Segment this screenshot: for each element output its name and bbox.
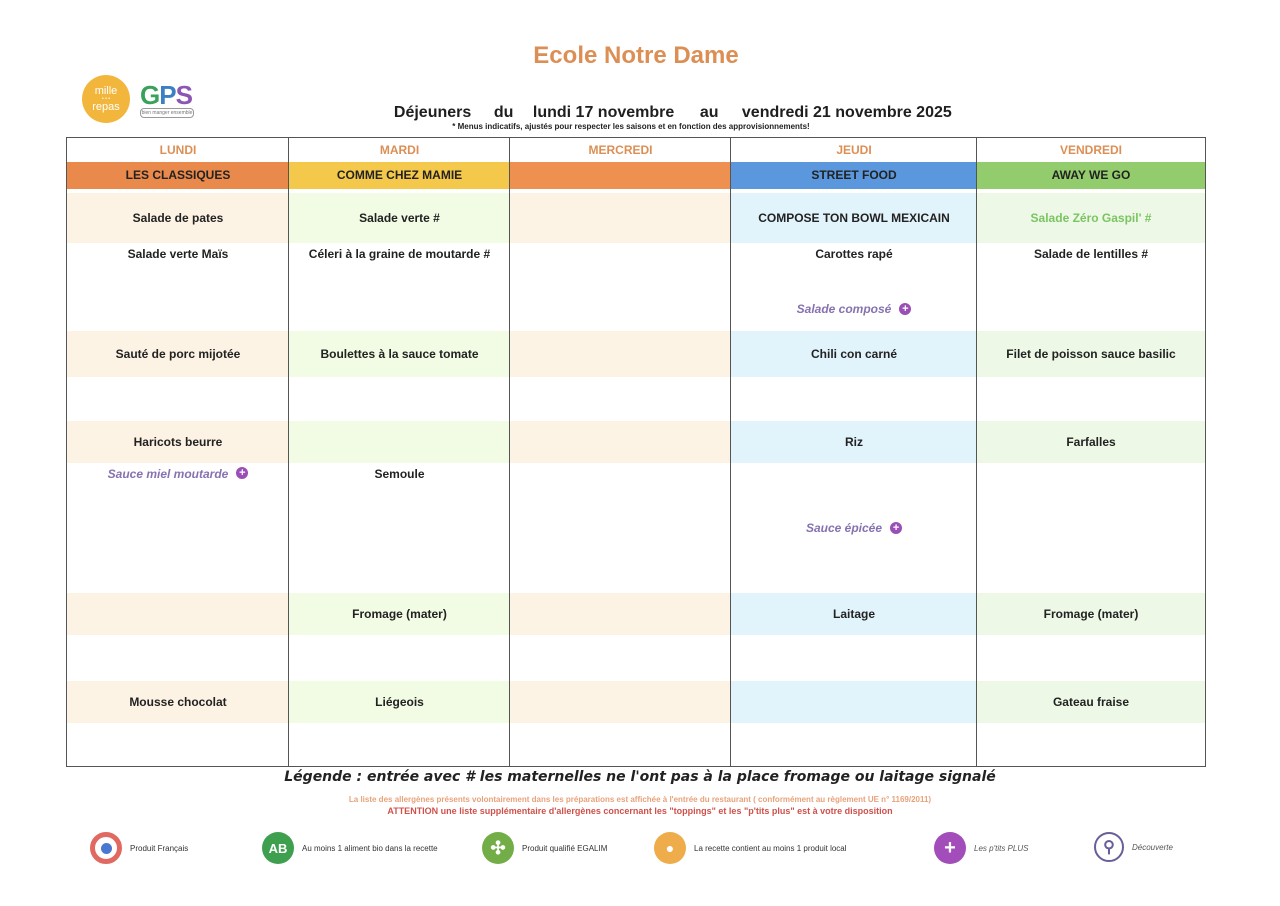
dish-name: Sauté de porc mijotée [115, 347, 241, 361]
legend-label: Au moins 1 aliment bio dans la recette [302, 843, 438, 853]
subtitle-au: au [699, 104, 719, 121]
menu-cell [731, 331, 977, 377]
gps-logo-tagline: bien manger ensemble [141, 110, 193, 116]
menu-cell [731, 243, 977, 287]
table-bottom-border [289, 766, 510, 767]
menu-cell [67, 331, 289, 377]
dish-name: Gateau fraise [1052, 695, 1130, 709]
legend-label: Produit Français [130, 843, 189, 853]
menu-cell [977, 723, 1205, 763]
date-range-subtitle [385, 86, 952, 122]
table-bottom-border [510, 766, 731, 767]
menu-cell [977, 377, 1205, 421]
menu-cell [289, 681, 510, 723]
dish-name: Liégeois [375, 695, 424, 709]
menu-cell [67, 681, 289, 723]
gps-logo [140, 80, 192, 111]
legend-item-ptits-plus [934, 832, 1028, 864]
gps-s: S [175, 80, 192, 110]
menu-note: * Menus indicatifs, ajustés pour respecter les saisons et en fonction des approvisionnements! [452, 122, 810, 131]
egalim-icon: ✣ [482, 832, 514, 864]
table-bottom-border [67, 766, 289, 767]
legend-item-egalim [482, 832, 607, 864]
menu-cell [67, 635, 289, 681]
subtitle-start-date: lundi 17 novembre [532, 104, 675, 121]
legend-label: La recette contient au moins 1 produit local [694, 843, 847, 853]
menu-cell [289, 635, 510, 681]
menu-cell [67, 377, 289, 421]
menu-cell [289, 243, 510, 331]
dish-name: Chili con carné [810, 347, 898, 361]
menu-cell [977, 681, 1205, 723]
theme-banner: LES CLASSIQUES [67, 162, 289, 189]
dish-name: Laitage [832, 607, 875, 621]
dish-name: COMPOSE TON BOWL MEXICAIN [758, 211, 950, 225]
menu-cell [289, 331, 510, 377]
gps-p: P [159, 80, 176, 110]
topping-item: Sauce épicée [805, 521, 883, 535]
menu-cell [731, 463, 977, 593]
day-header: VENDREDI [977, 137, 1205, 162]
subtitle-du: du [493, 104, 514, 121]
menu-cell [67, 723, 289, 763]
menu-cell [731, 193, 977, 243]
menu-cell [731, 593, 977, 635]
legend-item-organic [262, 832, 438, 864]
ptits-plus-icon: + [890, 522, 902, 534]
table-bottom-border [977, 766, 1205, 767]
allergen-notice: La liste des allergènes présents volontairement dans les préparations est affichée à l'entrée du restaurant ( conformément au règlement UE n° 1169/2011) [348, 795, 932, 804]
subtitle-end-date: vendredi 21 novembre 2025 [741, 104, 952, 121]
menu-cell [510, 331, 731, 377]
legend-item-french [90, 832, 188, 864]
menu-cell [510, 723, 731, 763]
dish-name: Filet de poisson sauce basilic [1006, 347, 1176, 361]
dish-name: Haricots beurre [133, 435, 223, 449]
dish-name: Fromage (mater) [352, 607, 447, 621]
menu-cell [289, 593, 510, 635]
logo-dots: • • • [101, 95, 111, 102]
theme-banner: AWAY WE GO [977, 162, 1205, 189]
menu-cell [510, 377, 731, 421]
menu-cell [510, 593, 731, 635]
menu-cell [977, 463, 1205, 593]
dish-name: Farfalles [1066, 435, 1116, 449]
menu-cell [731, 635, 977, 681]
organic-ab-icon: AB [262, 832, 294, 864]
menu-cell [67, 243, 289, 331]
menu-cell [510, 681, 731, 723]
dish-name: Boulettes à la sauce tomate [320, 347, 479, 361]
menu-cell [289, 377, 510, 421]
menu-cell [289, 193, 510, 243]
day-column-mercredi [509, 137, 731, 767]
theme-banner [510, 162, 731, 189]
dish-name: Céleri à la graine de moutarde # [308, 247, 491, 261]
page-title: Ecole Notre Dame [533, 42, 739, 69]
day-header: MERCREDI [510, 137, 731, 162]
day-header: MARDI [289, 137, 510, 162]
ptits-plus-icon: + [899, 303, 911, 315]
dish-name: Salade Zéro Gaspil' # [1030, 211, 1152, 225]
menu-cell [289, 463, 510, 593]
menu-cell [731, 681, 977, 723]
ptits-plus-icon: + [236, 467, 248, 479]
menu-cell [67, 593, 289, 635]
menu-cell [977, 421, 1205, 463]
table-bottom-border [731, 766, 977, 767]
dish-name: Salade de pates [132, 211, 224, 225]
day-column-mardi [288, 137, 510, 767]
menu-table [66, 137, 1204, 767]
legend-item-local [654, 832, 847, 864]
menu-cell [977, 593, 1205, 635]
menu-cell [731, 377, 977, 421]
theme-banner: COMME CHEZ MAMIE [289, 162, 510, 189]
menu-cell [731, 421, 977, 463]
menu-cell [510, 421, 731, 463]
dish-name: Mousse chocolat [129, 695, 227, 709]
ptits-plus-icon: + [934, 832, 966, 864]
menu-cell [289, 421, 510, 463]
theme-banner: STREET FOOD [731, 162, 977, 189]
local-pin-icon: ● [654, 832, 686, 864]
menu-cell [977, 243, 1205, 331]
menu-cell [731, 287, 977, 331]
dish-name: Salade verte # [359, 211, 440, 225]
menu-cell [977, 193, 1205, 243]
logo-text-mille: mille [94, 84, 118, 97]
allergen-warning: ATTENTION une liste supplémentaire d'allergènes concernant les "toppings" et les "p'tits plus" est à votre disposition [387, 806, 893, 816]
menu-cell [510, 463, 731, 593]
legend-label: Les p'tits PLUS [974, 843, 1029, 853]
dish-name: Riz [845, 435, 863, 449]
topping-item: Salade composé [796, 302, 892, 316]
legend-title: Légende : entrée avec # les maternelles ne l'ont pas à la place fromage ou laitage signalé [284, 769, 996, 785]
menu-cell [510, 193, 731, 243]
french-product-icon [90, 832, 122, 864]
day-column-lundi [66, 137, 289, 767]
dish-name: Salade de lentilles # [1033, 247, 1149, 261]
menu-cell [977, 331, 1205, 377]
day-header: LUNDI [67, 137, 289, 162]
discovery-magnifier-icon: ⚲ [1094, 832, 1124, 862]
mille-repas-logo [82, 75, 130, 123]
dish-name: Fromage (mater) [1043, 607, 1139, 621]
legend-item-discovery [1094, 832, 1173, 862]
gps-g: G [140, 80, 160, 110]
day-column-vendredi [976, 137, 1206, 767]
dish-name: Salade verte Maïs [127, 247, 229, 261]
subtitle-dejeuners: Déjeuners [393, 104, 472, 121]
legend-label: Produit qualifié EGALIM [522, 843, 608, 853]
day-header: JEUDI [731, 137, 977, 162]
legend-label: Découverte [1132, 842, 1173, 852]
logo-text-repas: repas [92, 100, 120, 113]
menu-cell [977, 635, 1205, 681]
topping-item: Sauce miel moutarde [107, 467, 229, 481]
menu-cell [67, 421, 289, 463]
menu-cell [510, 635, 731, 681]
dish-name: Carottes rapé [815, 247, 893, 261]
menu-cell [67, 463, 289, 593]
menu-cell [510, 243, 731, 331]
menu-cell [289, 723, 510, 763]
menu-cell [67, 193, 289, 243]
day-column-jeudi [730, 137, 977, 767]
dish-name: Semoule [374, 467, 425, 481]
